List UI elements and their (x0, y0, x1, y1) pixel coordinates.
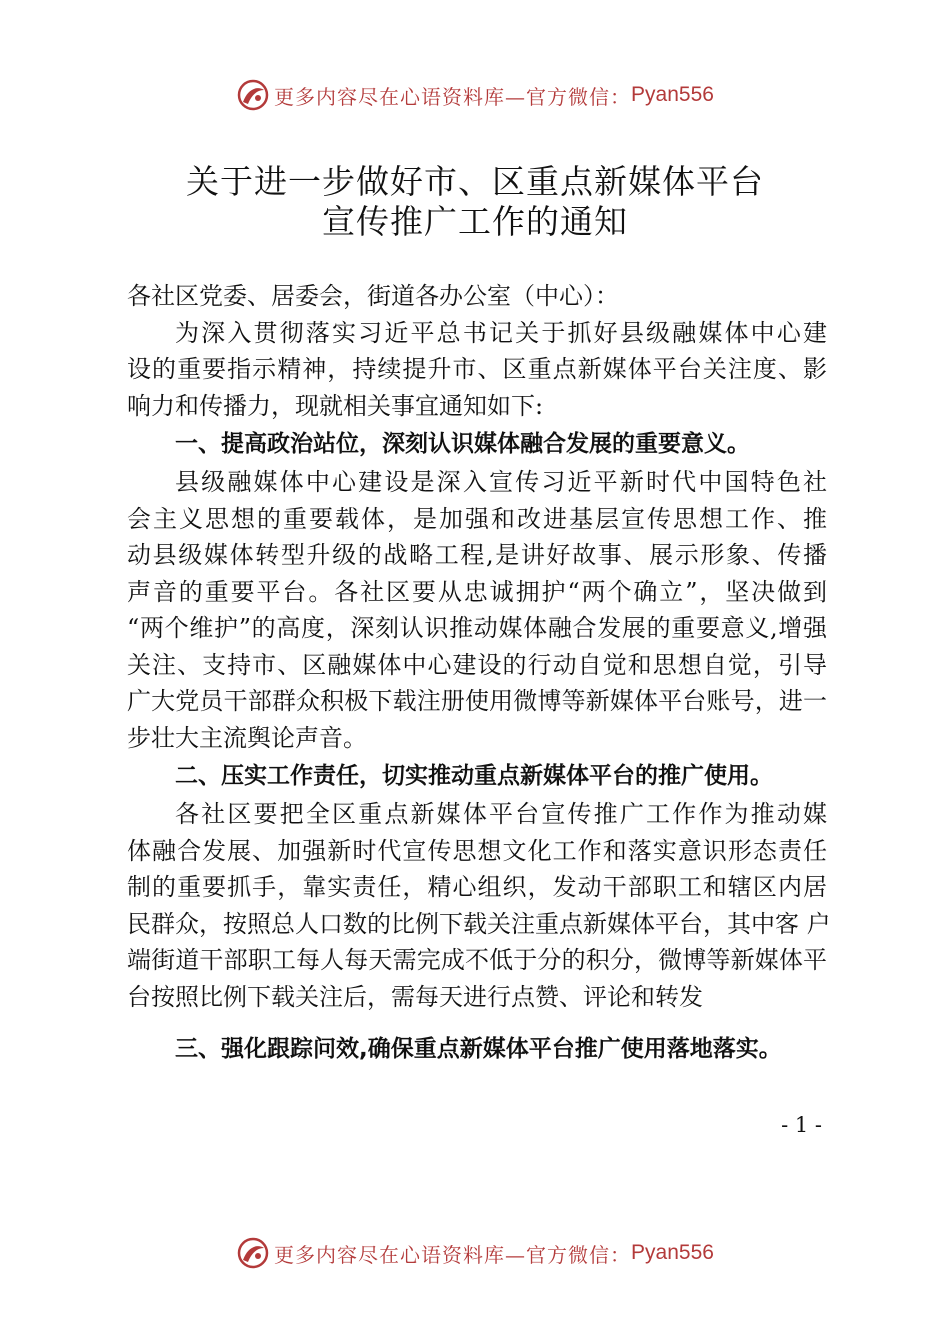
document-body (127, 278, 831, 1069)
section-3-heading: 三、强化跟踪问效,确保重点新媒体平台推广使用落地落实。 (175, 1036, 782, 1062)
source-logo-icon (236, 78, 270, 112)
intro-line: 为深入贯彻落实习近平总书记关于抓好县级融媒体中心建 (175, 318, 827, 347)
section-2-line: 制的重要抓手，靠实责任，精心组织，发动干部职工和辖区内居 (127, 873, 827, 901)
title-line-2: 宣传推广工作的通知 (322, 202, 628, 241)
watermark-banner-bottom (0, 1233, 950, 1273)
section-1-heading: 一、提高政治站位，深刻认识媒体融合发展的重要意义。 (175, 431, 750, 457)
section-1-line: 步壮大主流舆论声音。 (127, 723, 367, 752)
section-2-line: 端街道干部职工每人每天需完成不低于分的积分，微博等新媒体平 (127, 946, 827, 974)
intro-line: 响力和传播力，现就相关事宜通知如下: (127, 391, 544, 420)
section-1-line: “两个维护”的高度，深刻认识推动媒体融合发展的重要意义,增强 (127, 614, 827, 642)
section-2-line: 台按照比例下载关注后，需每天进行点赞、评论和转发 (127, 982, 703, 1011)
section-1-line: 关注、支持市、区融媒体中心建设的行动自觉和思想自觉，引导 (127, 650, 827, 679)
watermark-wechat-id: Pyan556 (631, 83, 714, 106)
page-number: - 1 - (781, 1113, 822, 1137)
document-title (0, 162, 950, 242)
watermark-wechat-id: Pyan556 (631, 1241, 714, 1264)
section-1-line: 县级融媒体中心建设是深入宣传习近平新时代中国特色社 (175, 468, 827, 496)
title-line-1: 关于进一步做好市、区重点新媒体平台 (186, 162, 764, 201)
section-2-line: 民群众，按照总人口数的比例下载关注重点新媒体平台，其中客 户 (127, 909, 831, 938)
section-1-line: 声音的重要平台。各社区要从忠诚拥护“两个确立”，坚决做到 (127, 577, 827, 606)
section-2-heading: 二、压实工作责任，切实推动重点新媒体平台的推广使用。 (175, 763, 773, 789)
watermark-text: 更多内容尽在心语资料库—官方微信： (274, 1242, 632, 1267)
section-1-line: 动县级媒体转型升级的战略工程,是讲好故事、展示形象、传播 (127, 541, 827, 569)
salutation: 各社区党委、居委会，街道各办公室（中心）： (127, 282, 619, 310)
section-2-line: 各社区要把全区重点新媒体平台宣传推广工作作为推动媒 (175, 800, 827, 828)
section-1-line: 广大党员干部群众积极下载注册使用微博等新媒体平台账号，进一 (127, 687, 827, 715)
section-2-line: 体融合发展、加强新时代宣传思想文化工作和落实意识形态责任 (127, 836, 827, 865)
watermark-text: 更多内容尽在心语资料库—官方微信： (274, 84, 632, 109)
source-logo-icon (236, 1236, 270, 1270)
watermark-banner-top (0, 75, 950, 115)
intro-line: 设的重要指示精神，持续提升市、区重点新媒体平台关注度、影 (127, 355, 827, 383)
section-1-line: 会主义思想的重要载体，是加强和改进基层宣传思想工作、推 (127, 504, 827, 533)
